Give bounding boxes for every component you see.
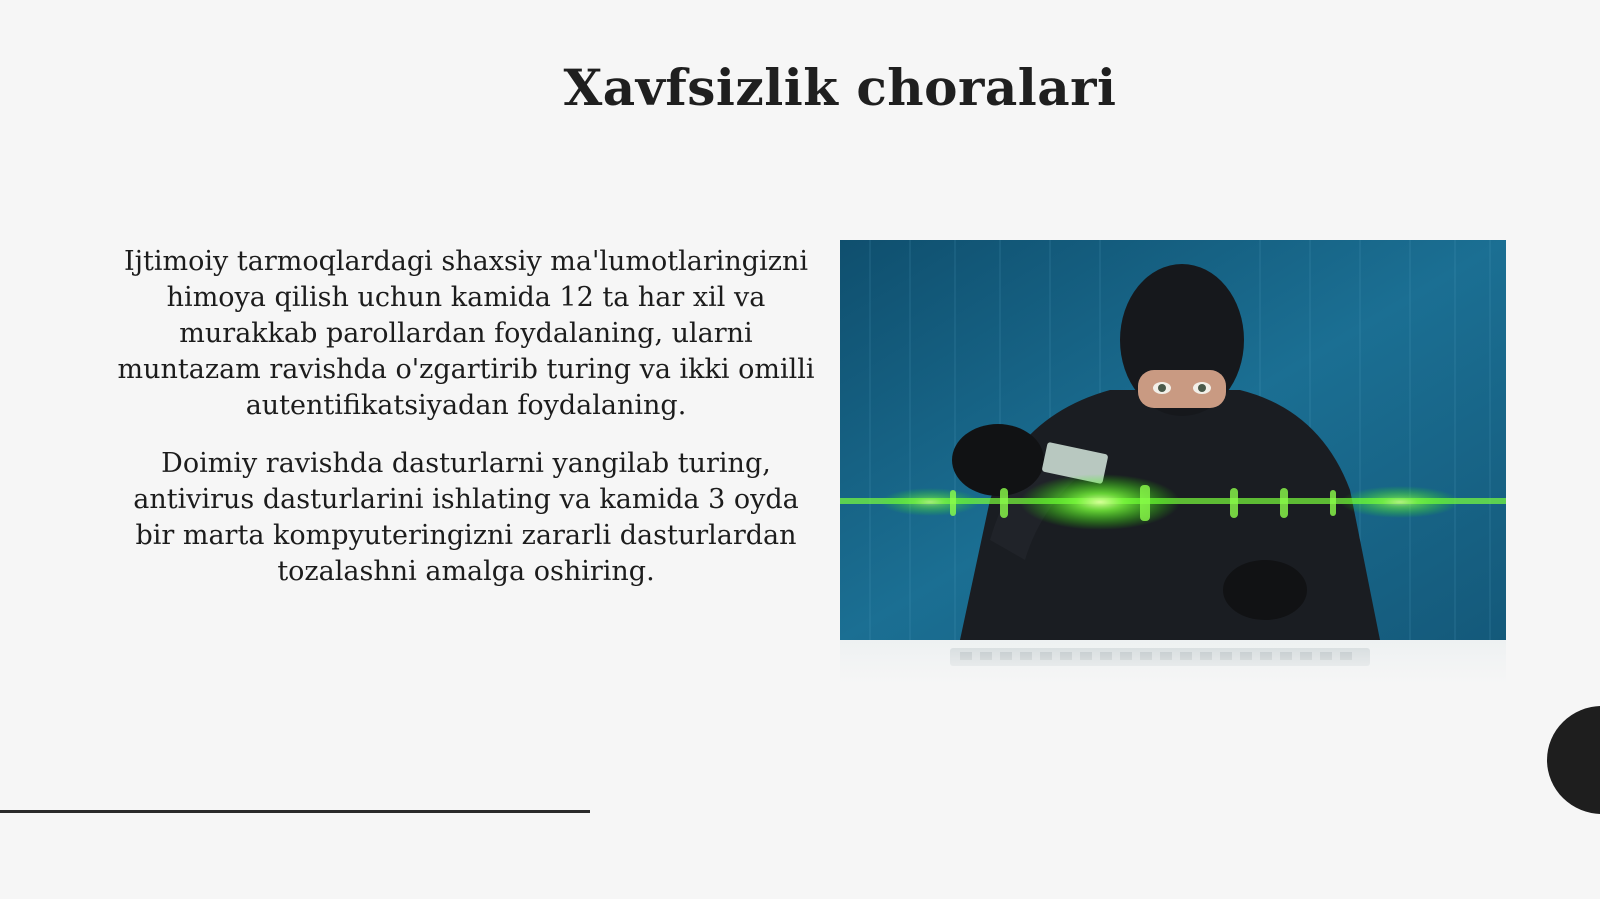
hacker-image bbox=[840, 240, 1506, 685]
paragraph-antivirus: Doimiy ravishda dasturlarni yangilab turing, antivirus dasturlarini ishlating va kamida 3 oyda bir marta kompyuteringizni zararli dasturlardan tozalashni amalga oshiring. bbox=[133, 448, 799, 587]
paragraph-passwords: Ijtimoiy tarmoqlardagi shaxsiy ma'lumotlaringizni himoya qilish uchun kamida 12 ta har xil va murakkab parollardan foydalaning, ularni muntazam ravishda o'zgartirib turing va ikki omilli autentifikatsiyadan foydalaning. bbox=[117, 246, 815, 421]
decorative-half-circle bbox=[1547, 706, 1600, 814]
slide-title: Xavfsizlik choralari bbox=[563, 58, 1117, 117]
bottom-divider-line bbox=[0, 810, 590, 813]
body-text bbox=[110, 244, 822, 612]
